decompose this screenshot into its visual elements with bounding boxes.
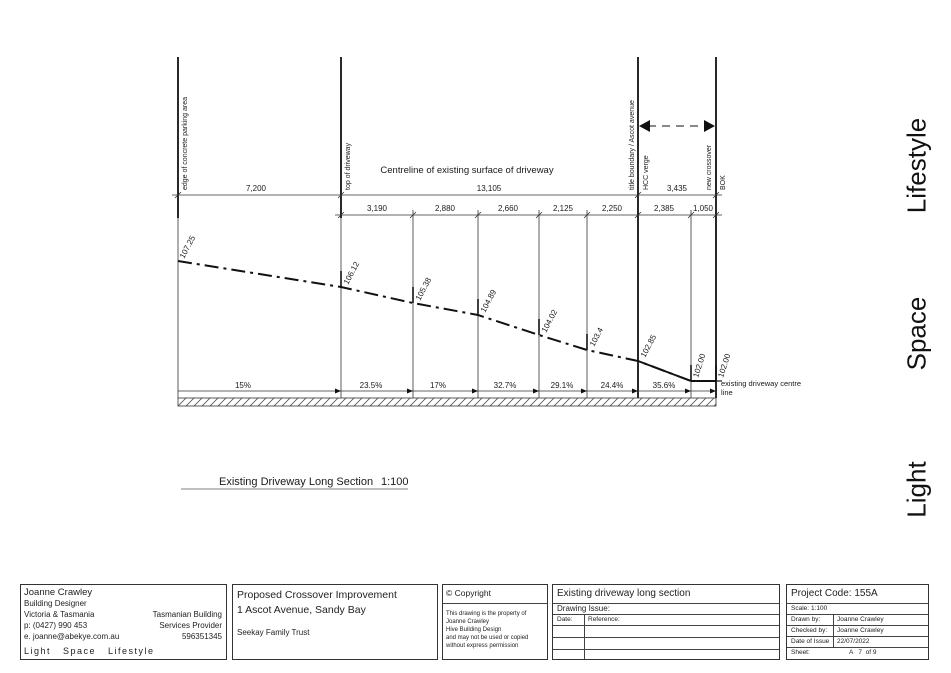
grade-label: 29.1%: [550, 381, 574, 390]
drawn-by-label: Drawn by:: [791, 616, 821, 623]
scale-label: Scale:: [791, 605, 810, 612]
section-scale: 1:100: [381, 476, 409, 488]
drawing-title: Existing driveway long section: [557, 588, 691, 599]
copyright-line: Joanne Crawley: [446, 619, 490, 625]
marker-label-edge: edge of concrete parking area: [182, 96, 189, 190]
grade-label: 17%: [429, 381, 447, 390]
top-dimension: 7,200: [245, 184, 267, 193]
drawing-issue-box: [552, 584, 780, 660]
drawn-by-value: Joanne Crawley: [837, 616, 884, 623]
level-label: 103.4: [587, 326, 606, 348]
copyright-box: [442, 584, 548, 660]
designer-states: Victoria & Tasmania: [24, 610, 95, 619]
sub-dimension: 2,385: [653, 204, 675, 213]
accreditation-line-1: Tasmanian Building: [152, 610, 222, 619]
sub-dimension: 3,190: [366, 204, 388, 213]
centre-line-label: line: [721, 388, 733, 397]
level-label: 102.00: [716, 352, 733, 379]
project-name: Proposed Crossover Improvement: [237, 589, 397, 601]
marker-label-bok: BOK: [720, 175, 727, 190]
sheet-label: Sheet:: [791, 649, 810, 656]
copyright-line: without express permission: [446, 643, 519, 649]
grade-label: 23.5%: [359, 381, 383, 390]
date-of-issue-label: Date of Issue: [791, 638, 830, 645]
accreditation-line-2: Services Provider: [159, 621, 222, 630]
side-word-space: Space: [901, 296, 932, 371]
grade-label: 32.7%: [493, 381, 517, 390]
marker-label-boundary: title boundary / Ascot avenue: [629, 100, 636, 190]
sub-dimension: 2,880: [434, 204, 456, 213]
date-of-issue-value: 22/07/2022: [837, 638, 870, 645]
designer-tagline: Light Space Lifestyle: [24, 646, 155, 656]
project-client: Seekay Family Trust: [237, 628, 310, 637]
level-label: 104.89: [478, 288, 499, 314]
scale-value: 1:100: [811, 605, 828, 612]
copyright-line: Hive Building Design: [446, 627, 502, 633]
top-dimension: 13,105: [476, 184, 502, 193]
marker-label-verge: HCC verge: [643, 155, 650, 190]
designer-box: [20, 584, 227, 660]
sub-dimension: 2,250: [601, 204, 623, 213]
sub-dimension: 1,050: [692, 204, 714, 213]
project-code: Project Code: 155A: [791, 588, 878, 599]
driveway-profile-line: [178, 261, 716, 381]
station-lines: [178, 210, 691, 398]
issue-date-label: Date:: [557, 616, 573, 623]
sheet-value: A 7 of 9: [849, 649, 877, 656]
side-word-light: Light: [901, 461, 932, 518]
copyright-line: This drawing is the property of: [446, 611, 527, 617]
designer-role: Building Designer: [24, 599, 87, 608]
section-heading: Centreline of existing surface of driveway: [380, 165, 554, 176]
level-label: 102.85: [638, 333, 659, 359]
designer-email: e. joanne@abekye.com.au: [24, 632, 120, 641]
level-label: 102.00: [691, 352, 708, 379]
section-title: Existing Driveway Long Section: [219, 476, 374, 488]
copyright-heading: © Copyright: [446, 588, 492, 598]
crossover-arrow: [639, 120, 715, 132]
issue-reference-label: Reference:: [588, 616, 620, 623]
centre-line-label: existing driveway centre: [721, 379, 802, 388]
designer-phone: p: (0427) 990 453: [24, 621, 88, 630]
grade-label: 15%: [234, 381, 252, 390]
project-box: [232, 584, 438, 660]
level-label: 106.12: [341, 260, 362, 286]
designer-name: Joanne Crawley: [24, 587, 93, 598]
top-dimension: 3,435: [666, 184, 688, 193]
level-label: 105.38: [413, 276, 434, 302]
ground-hatch: [178, 398, 716, 406]
marker-label-top-of-driveway: top of driveway: [345, 142, 352, 190]
level-label: 107.25: [177, 234, 198, 260]
grade-label: 35.6%: [652, 381, 676, 390]
project-address: 1 Ascot Avenue, Sandy Bay: [237, 604, 366, 616]
project-info-box: [786, 584, 929, 660]
level-label: 104.02: [539, 308, 560, 334]
grade-label: 24.4%: [600, 381, 624, 390]
licence-number: 596351345: [181, 632, 222, 641]
profile-verge-segment: [638, 361, 691, 381]
sub-dimension: 2,125: [552, 204, 574, 213]
level-ticks: [341, 271, 716, 381]
copyright-line: and may not be used or copied: [446, 635, 529, 641]
sub-dimension: 2,660: [497, 204, 519, 213]
marker-label-new-crossover: new crossover: [706, 144, 713, 190]
checked-by-value: Joanne Crawley: [837, 627, 884, 634]
checked-by-label: Checked by:: [791, 627, 828, 634]
drawing-issue-label: Drawing Issue:: [557, 604, 610, 613]
side-word-lifestyle: Lifestyle: [901, 117, 932, 214]
